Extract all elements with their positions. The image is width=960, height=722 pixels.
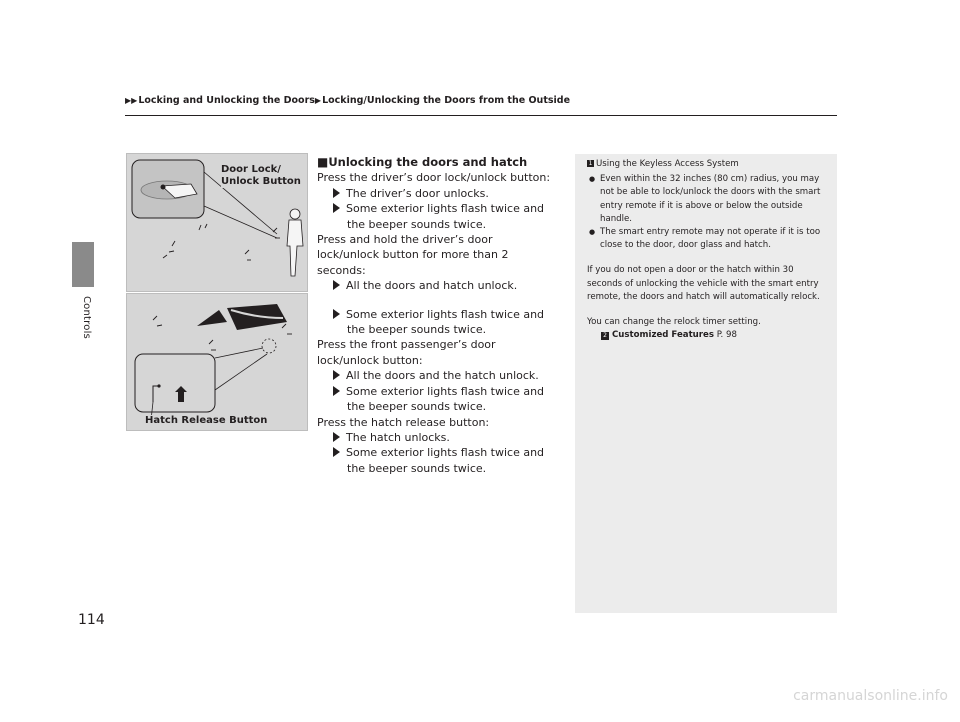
door-button-callout (221, 164, 301, 188)
section-heading: ■Unlocking the doors and hatch (317, 155, 528, 169)
result-item: The driver’s door unlocks. (317, 186, 557, 201)
note-bullet: ● Even within the 32 inches (80 cm) radius, you may not be able to lock/unlock the doors with the smart entry remote if it is above or below the outside handle. (587, 173, 825, 226)
result-item: Some exterior lights flash twice and the beeper sounds twice. (317, 445, 557, 476)
door-button-callout-line2: Unlock Button (221, 176, 301, 187)
arrow-icon (333, 203, 340, 213)
breadcrumb (125, 95, 570, 106)
note-bullets (587, 173, 825, 252)
door-button-callout-line1: Door Lock/ (221, 164, 281, 175)
square-bullet-icon: ■ (317, 155, 329, 169)
page-reference-icon: 2 (601, 332, 609, 340)
step-driver-hold: Press and hold the driver’s door lock/unlock button for more than 2 seconds: (317, 233, 509, 277)
arrow-icon (333, 432, 340, 442)
note-paragraph: You can change the relock timer setting. (587, 317, 761, 328)
note-marker-icon: 1 (588, 160, 593, 167)
step-driver-press: Press the driver’s door lock/unlock button: (317, 171, 551, 185)
main-text (317, 155, 557, 476)
watermark: carmanualsonline.info (793, 688, 948, 704)
breadcrumb-part2: Locking/Unlocking the Doors from the Outside (322, 95, 571, 106)
chapter-tab[interactable] (72, 242, 94, 287)
result-item: All the doors and hatch unlock. (317, 278, 557, 293)
breadcrumb-arrow-icon: ▶ (314, 96, 322, 105)
hatch-button-drawing (127, 294, 307, 430)
note-bullet: ● The smart entry remote may not operate if it is too close to the door, door glass and hatch. (587, 226, 825, 252)
result-item: All the doors and the hatch unlock. (317, 368, 557, 383)
header-rule (125, 115, 837, 116)
arrow-icon (333, 280, 340, 290)
arrow-icon (333, 370, 340, 380)
result-item: The hatch unlocks. (317, 430, 557, 445)
arrow-icon (333, 188, 340, 198)
arrow-icon (333, 309, 340, 319)
note-box (575, 154, 837, 613)
result-item: Some exterior lights flash twice and the beeper sounds twice. (317, 201, 557, 232)
page-number: 114 (78, 612, 105, 628)
result-item: Some exterior lights flash twice and the beeper sounds twice. (317, 384, 557, 415)
note-paragraph: If you do not open a door or the hatch within 30 seconds of unlocking the vehicle with the smart entry remote, the doors and hatch will automatically relock. (587, 265, 820, 302)
step-hatch-press: Press the hatch release button: (317, 415, 490, 429)
hatch-button-illustration (126, 293, 308, 431)
door-button-illustration (126, 153, 308, 292)
note-title: 1 Using the Keyless Access System (588, 159, 739, 169)
arrow-icon (333, 447, 340, 457)
step-passenger-press: Press the front passenger’s door lock/unlock button: (317, 338, 496, 367)
hatch-button-callout: Hatch Release Button (145, 415, 268, 426)
arrow-icon (333, 386, 340, 396)
breadcrumb-arrow-icon: ▶▶ (125, 96, 138, 105)
result-item: Some exterior lights flash twice and the beeper sounds twice. (317, 307, 557, 338)
breadcrumb-part1: Locking and Unlocking the Doors (138, 95, 315, 106)
customized-features-link[interactable]: 2 Customized Features P. 98 (587, 329, 825, 342)
chapter-label: Controls (81, 296, 92, 339)
